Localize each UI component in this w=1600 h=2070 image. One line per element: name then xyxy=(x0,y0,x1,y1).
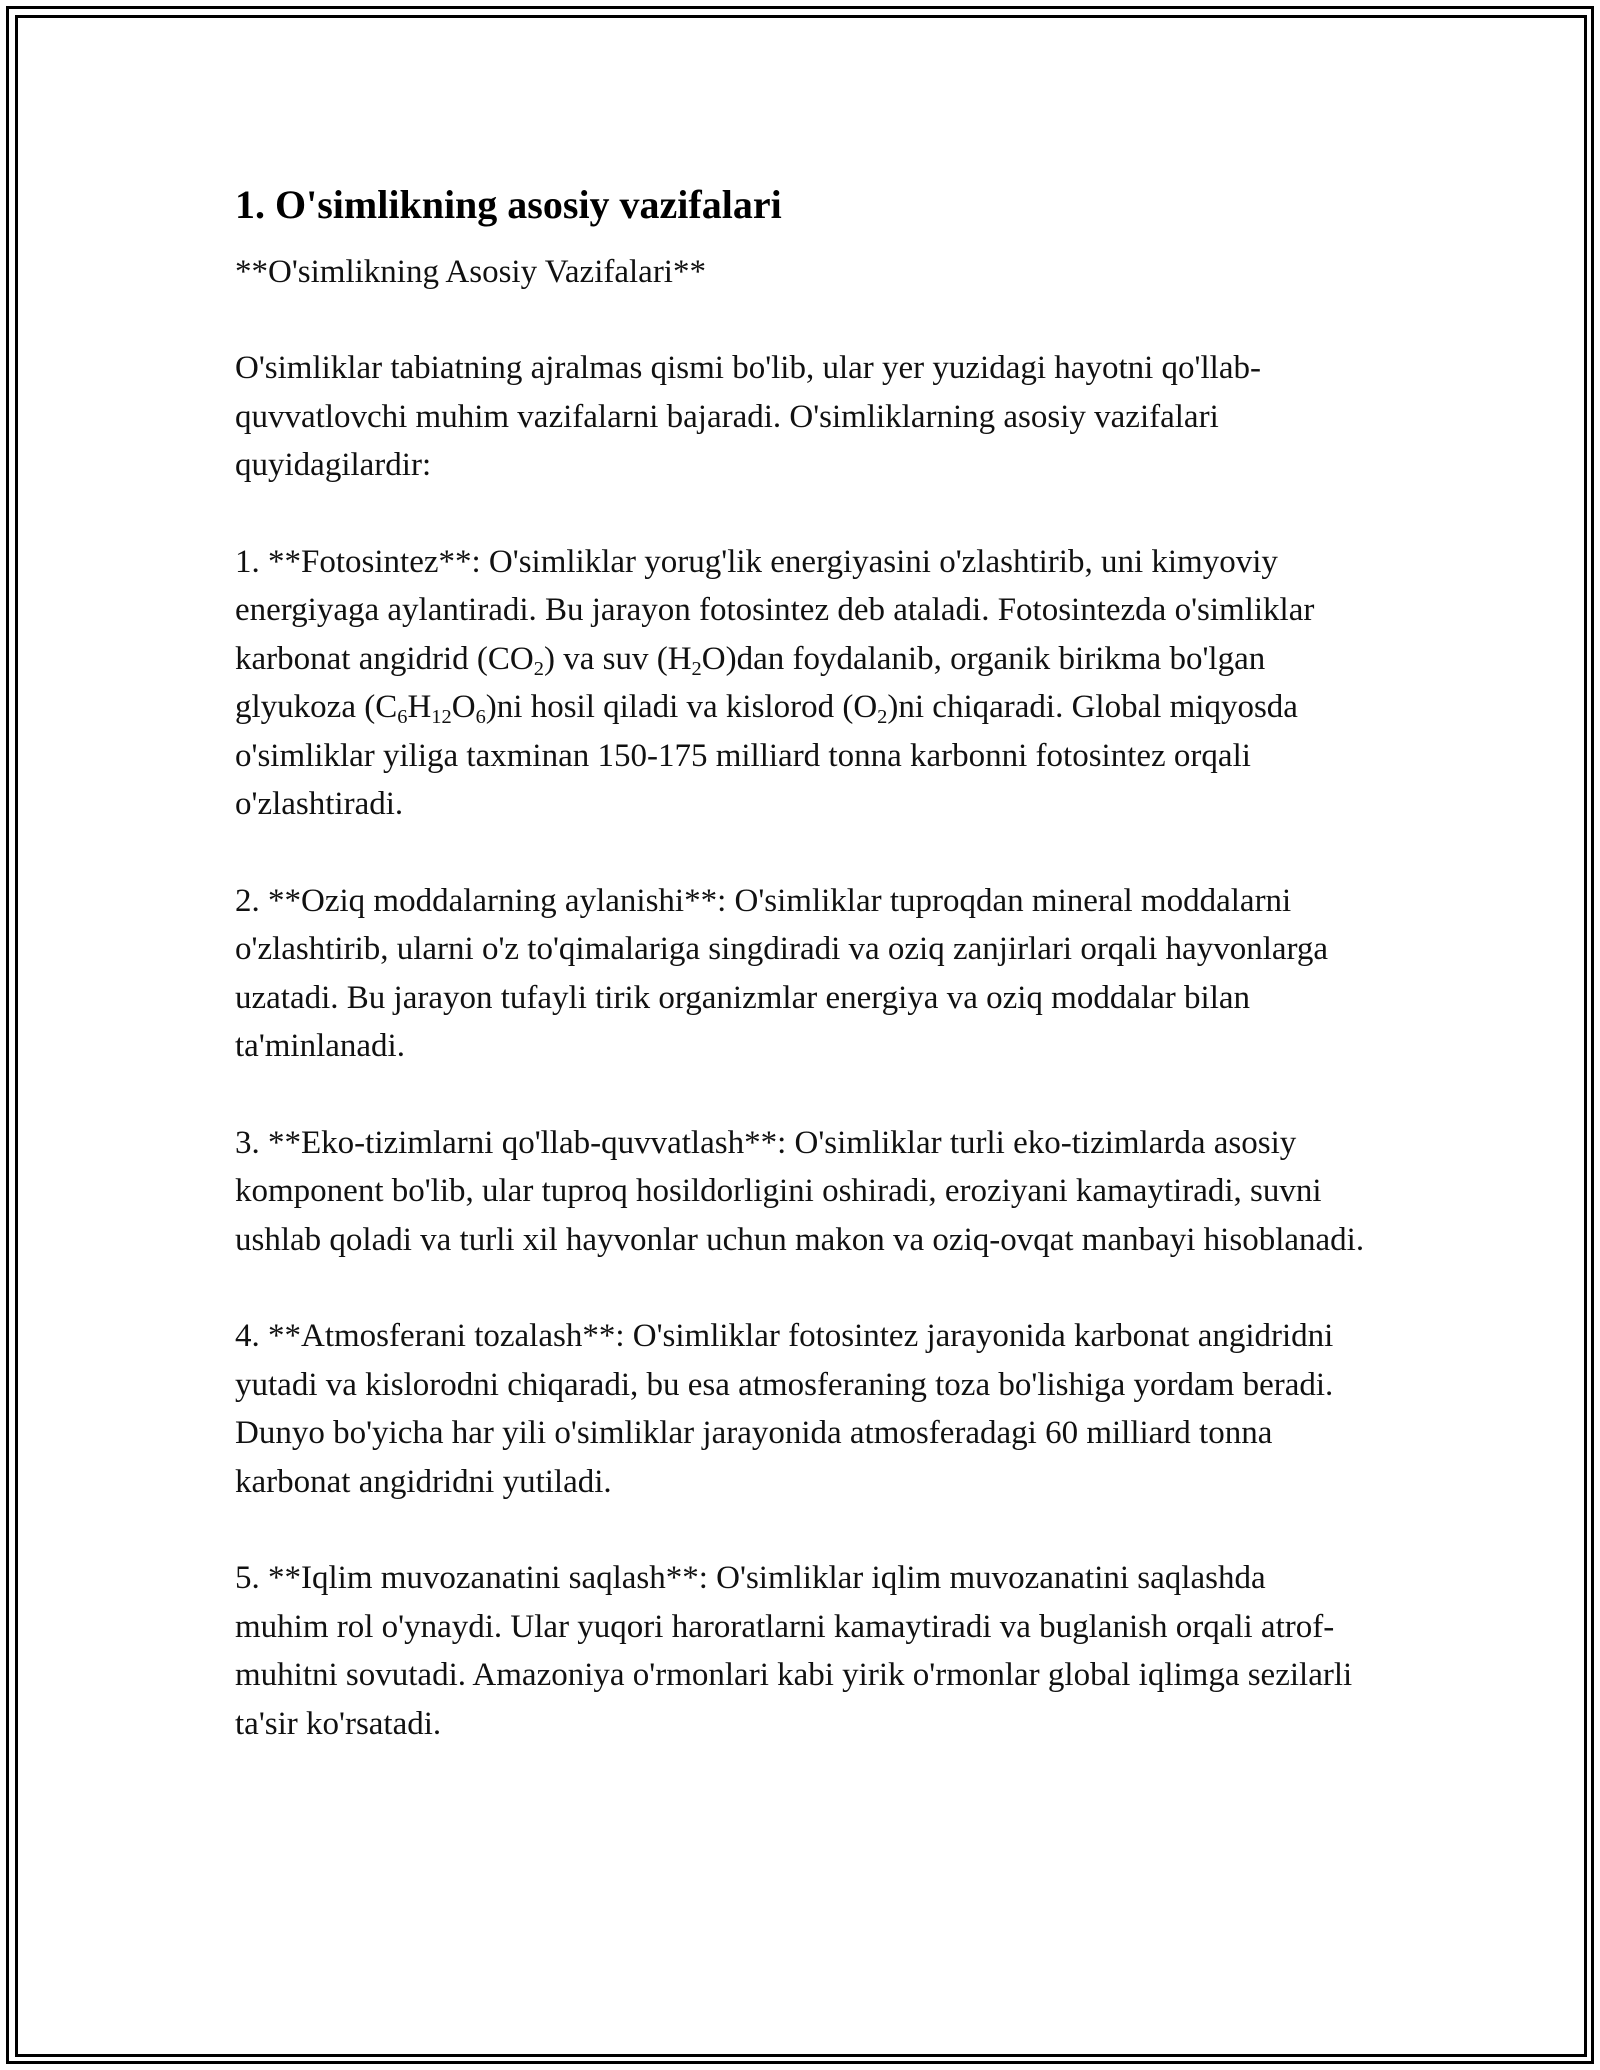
item1-text-lead: 1. **Fotosintez**: O'simliklar yorug'lik energiyasini o'zlashtirib, uni kimyoviy energiyaga aylantiradi. Bu jarayon fotosintez deb ataladi. Fotosintezda o'simliklar karbonat angidrid (CO xyxy=(235,543,1315,677)
item1-text-tail: )ni chiqaradi. Global miqyosda o'simliklar yiliga taxminan 150-175 milliard tonna karbonni fotosintez orqali o'zlashtiradi. xyxy=(235,689,1298,822)
subscript-c6: 6 xyxy=(397,706,408,729)
page-title: 1. O'simlikning asosiy vazifalari xyxy=(235,182,782,227)
item1-text-4: O xyxy=(451,689,476,725)
list-item-atmosphere: 4. **Atmosferani tozalash**: O'simliklar fotosintez jarayonida karbonat angidridni yutadi va kislorodni chiqaradi, bu esa atmosferaning toza bo'lishiga yordam beradi. Dunyo bo'yicha har yili o'simliklar jarayonida atmosferadagi 60 milliard tonna karbonat angidridni yutiladi. xyxy=(235,1318,1334,1500)
subscript-h12: 12 xyxy=(431,706,452,729)
item1-text-1: ) va suv (H xyxy=(543,640,692,677)
subscript-o2: 2 xyxy=(877,706,888,729)
list-item-nutrient-cycle: 2. **Oziq moddalarning aylanishi**: O'simliklar tuproqdan mineral moddalarni o'zlashtirib, ularni o'z to'qimalariga singdiradi va oziq zanjirlari orqali hayvonlarga uzatadi. Bu jarayon tufayli tirik organizmlar energiya va oziq moddalar bilan ta'minlanadi. xyxy=(235,882,1329,1064)
list-item-climate: 5. **Iqlim muvozanatini saqlash**: O'simliklar iqlim muvozanatini saqlashda muhim rol o'ynaydi. Ular yuqori haroratlarni kamaytiradi va buglanish orqali atrof-muhitni sovutadi. Amazoniya o'rmonlari kabi yirik o'rmonlar global iqlimga sezilarli ta'sir ko'rsatadi. xyxy=(235,1560,1353,1742)
list-item-photosynthesis xyxy=(235,538,1365,829)
item1-text-5: )ni hosil qiladi va kislorod (O xyxy=(485,689,878,725)
document-subtitle: **O'simlikning Asosiy Vazifalari** xyxy=(235,254,706,290)
list-item-ecosystems: 3. **Eko-tizimlarni qo'llab-quvvatlash**: O'simliklar turli eko-tizimlarda asosiy komponent bo'lib, ular tuproq hosildorligini oshiradi, eroziyani kamaytiradi, suvni ushlab qoladi va turli xil hayvonlar uchun makon va oziq-ovqat manbayi hisoblanadi. xyxy=(235,1124,1365,1258)
subscript-o6: 6 xyxy=(475,706,486,729)
subscript-co2: 2 xyxy=(533,657,544,680)
item1-text-3: H xyxy=(407,689,432,725)
item1-text-2: O)dan foydalanib, organik birikma bo'lgan glyukoza (C xyxy=(235,640,1266,725)
subscript-h2o: 2 xyxy=(691,657,702,680)
document-body xyxy=(235,180,1365,1748)
intro-paragraph: O'simliklar tabiatning ajralmas qismi bo'lib, ular yer yuzidagi hayotni qo'llab-quvvatlovchi muhim vazifalarni bajaradi. O'simliklarning asosiy vazifalari quyidagilardir: xyxy=(235,350,1261,483)
